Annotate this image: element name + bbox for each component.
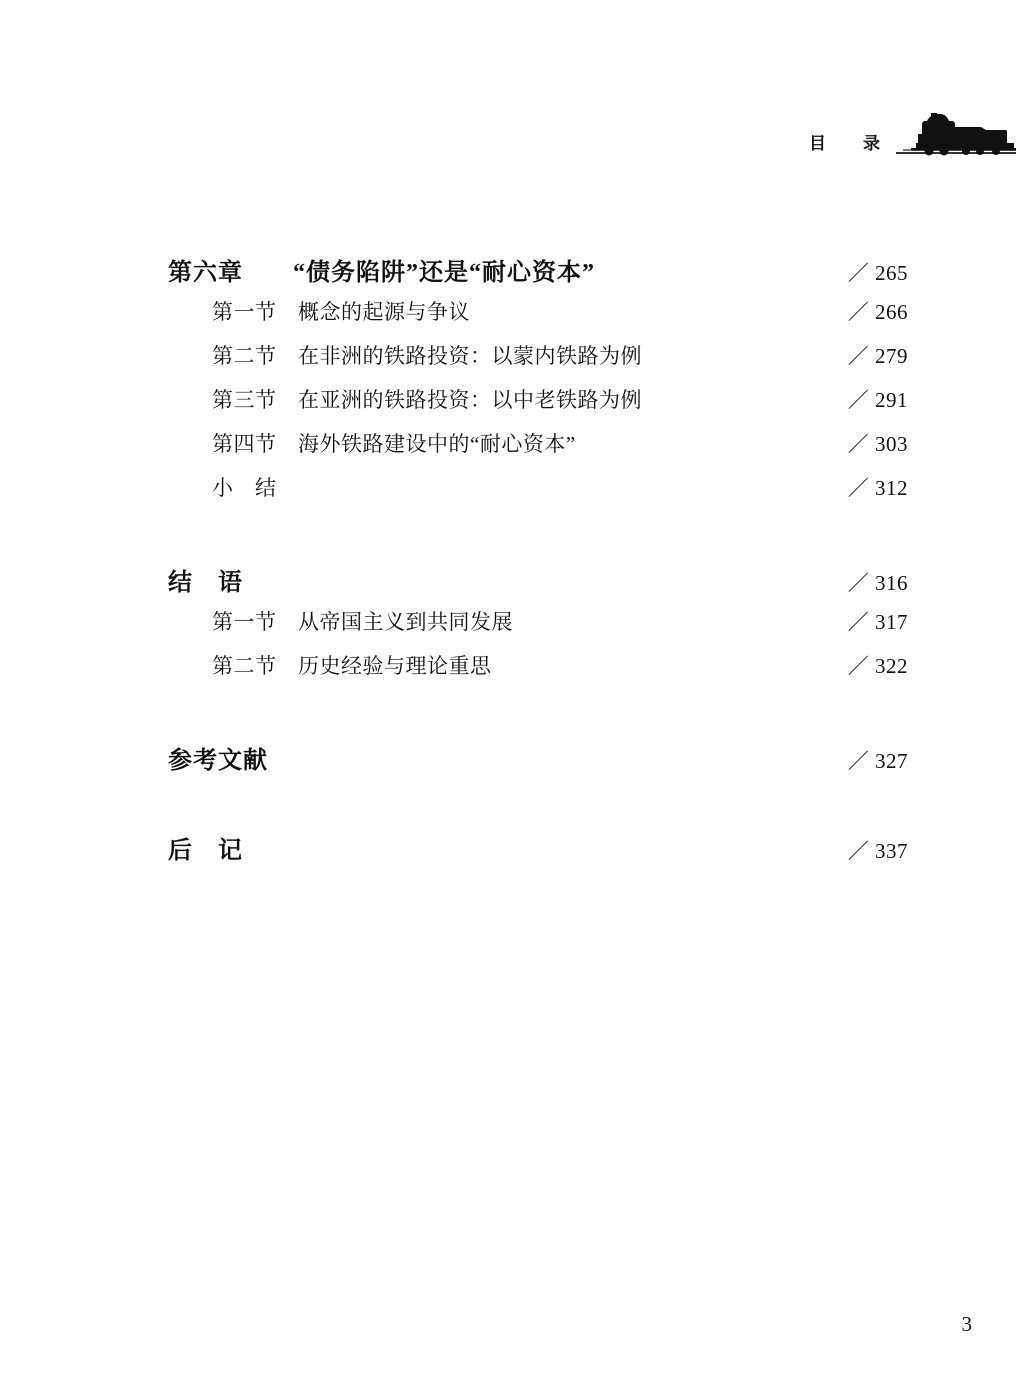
toc-entry-title: 第三节 在亚洲的铁路投资：以中老铁路为例 (212, 388, 642, 412)
toc-entry[interactable] (168, 606, 908, 650)
train-icon (896, 106, 1016, 164)
toc-entry[interactable] (168, 428, 908, 472)
toc-entry[interactable] (168, 650, 908, 694)
toc-entry-title: 第一节 从帝国主义到共同发展 (212, 610, 513, 634)
toc-entry-page: ／ 279 (847, 344, 908, 368)
toc-entry[interactable] (168, 340, 908, 384)
toc-entry-title: 第二节 在非洲的铁路投资：以蒙内铁路为例 (212, 344, 642, 368)
toc-entry-page: ／ 327 (847, 749, 908, 773)
toc-entry-page: ／ 337 (847, 839, 908, 863)
toc-entry[interactable] (168, 740, 908, 784)
folio-page-number: 3 (961, 1312, 972, 1336)
toc-entry-title: 第四节 海外铁路建设中的“耐心资本” (212, 432, 576, 456)
toc-entry[interactable] (168, 830, 908, 874)
toc-entry-page: ／ 316 (847, 571, 908, 595)
toc-entry-page: ／ 266 (847, 300, 908, 324)
toc-entry-title: 参考文献 (168, 748, 268, 774)
toc-entry[interactable] (168, 384, 908, 428)
toc-entry-page: ／ 322 (847, 654, 908, 678)
toc-entry-page: ／ 317 (847, 610, 908, 634)
toc-entry-title: 第六章 “债务陷阱”还是“耐心资本” (168, 260, 595, 286)
toc-entry-page: ／ 265 (847, 261, 908, 285)
page-header (809, 104, 1016, 164)
running-head: 目 录 (809, 134, 890, 153)
table-of-contents (168, 252, 908, 874)
toc-entry[interactable] (168, 562, 908, 606)
toc-entry-title: 第二节 历史经验与理论重思 (212, 654, 492, 678)
toc-entry-title: 结 语 (168, 570, 243, 596)
toc-entry-page: ／ 303 (847, 432, 908, 456)
toc-entry-title: 后 记 (168, 838, 243, 864)
toc-entry-title: 小 结 (212, 476, 277, 500)
toc-entry[interactable] (168, 296, 908, 340)
toc-entry-page: ／ 312 (847, 476, 908, 500)
toc-entry[interactable] (168, 252, 908, 296)
toc-entry-page: ／ 291 (847, 388, 908, 412)
toc-entry-title: 第一节 概念的起源与争议 (212, 300, 470, 324)
toc-entry[interactable] (168, 472, 908, 516)
